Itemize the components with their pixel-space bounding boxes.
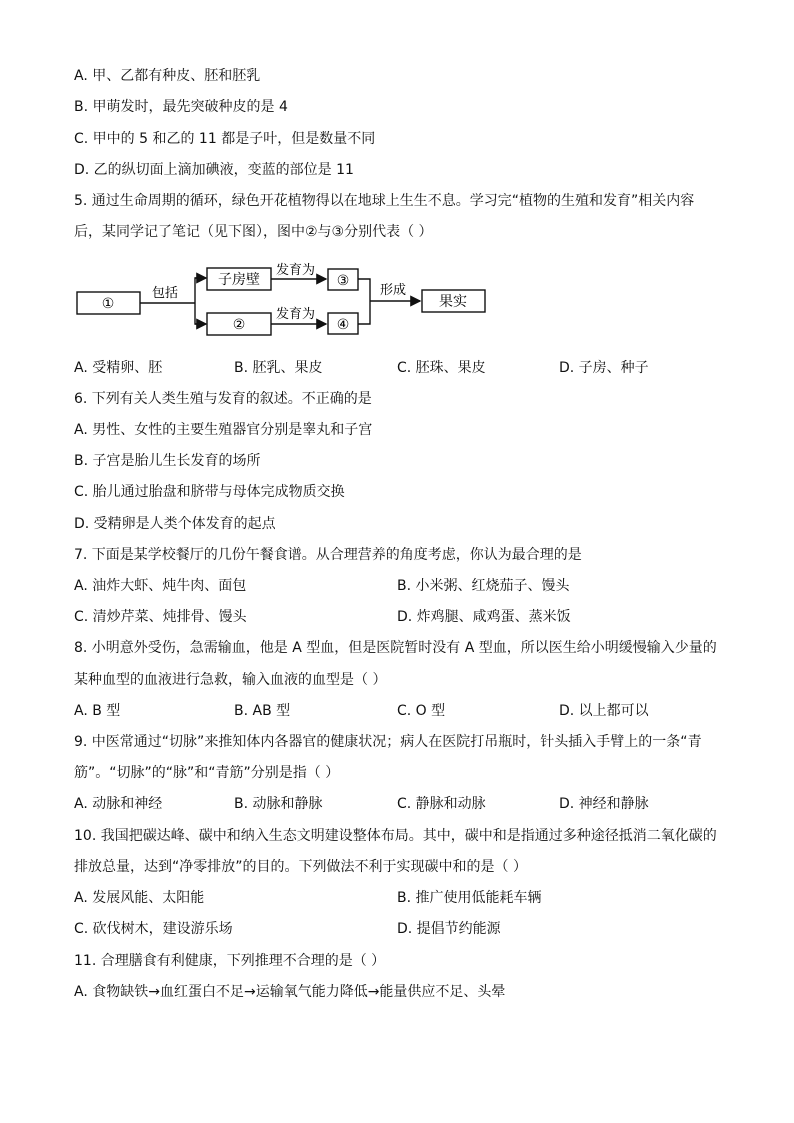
q8-option-c: C. O 型 — [397, 703, 446, 719]
q4-option-d: D. 乙的纵切面上滴加碘液，变蓝的部位是 11 — [74, 162, 354, 178]
q11-stem: 11. 合理膳食有利健康，下列推理不合理的是（ ） — [74, 953, 386, 969]
diagram-box-3-label: ③ — [336, 273, 350, 289]
q10-stem-line1: 10. 我国把碳达峰、碳中和纳入生态文明建设整体布局。其中，碳中和是指通过多种途径抵消二氧化碳的 — [74, 828, 717, 844]
q8-option-b: B. AB 型 — [234, 703, 291, 719]
q8-option-a: A. B 型 — [74, 703, 121, 719]
diagram-box-1-label: ① — [101, 296, 115, 312]
diagram-develop-label-2: 发育为 — [276, 307, 316, 322]
q5-option-c: C. 胚珠、果皮 — [397, 360, 486, 376]
q4-option-c: C. 甲中的 5 和乙的 11 都是子叶，但是数量不同 — [74, 131, 376, 147]
diagram-fruit-label: 果实 — [439, 294, 467, 310]
q10-option-a: A. 发展风能、太阳能 — [74, 890, 205, 906]
q8-stem-line1: 8. 小明意外受伤，急需输血，他是 A 型血，但是医院暂时没有 A 型血，所以医生给小明缓慢输入少量的 — [74, 640, 717, 656]
q5-stem-line2: 后，某同学记了笔记（见下图），图中②与③分别代表（ ） — [74, 224, 433, 240]
q4-option-a: A. 甲、乙都有种皮、胚和胚乳 — [74, 68, 261, 84]
q5-stem-line1: 5. 通过生命周期的循环，绿色开花植物得以在地球上生生不息。学习完“植物的生殖和发育”相关内容 — [74, 193, 695, 209]
q9-option-d: D. 神经和静脉 — [559, 796, 649, 812]
diagram-form-label: 形成 — [380, 283, 407, 298]
diagram-develop-label-1: 发育为 — [276, 263, 316, 278]
q7-stem: 7. 下面是某学校餐厅的几份午餐食谱。从合理营养的角度考虑，你认为最合理的是 — [74, 547, 582, 563]
q7-option-a: A. 油炸大虾、炖牛肉、面包 — [74, 578, 247, 594]
q9-option-a: A. 动脉和神经 — [74, 796, 163, 812]
q9-stem-line2: 筋”。“切脉”的“脉”和“青筋”分别是指（ ） — [74, 765, 340, 781]
q6-option-b: B. 子宫是胎儿生长发育的场所 — [74, 453, 261, 469]
q5-option-d: D. 子房、种子 — [559, 360, 649, 376]
q10-option-d: D. 提倡节约能源 — [397, 921, 501, 937]
q8-stem-line2: 某种血型的血液进行急救，输入血液的血型是（ ） — [74, 672, 387, 688]
diagram-include-label: 包括 — [152, 286, 179, 301]
q10-option-c: C. 砍伐树木，建设游乐场 — [74, 921, 233, 937]
q6-option-c: C. 胎儿通过胎盘和脐带与母体完成物质交换 — [74, 484, 345, 500]
diagram-box-2-label: ② — [232, 317, 246, 333]
q5-flow-diagram — [70, 258, 500, 343]
q6-option-a: A. 男性、女性的主要生殖器官分别是睾丸和子宫 — [74, 422, 373, 438]
diagram-box-4-label: ④ — [336, 317, 350, 333]
q7-option-d: D. 炸鸡腿、咸鸡蛋、蒸米饭 — [397, 609, 571, 625]
q7-option-c: C. 清炒芹菜、炖排骨、馒头 — [74, 609, 247, 625]
q5-option-b: B. 胚乳、果皮 — [234, 360, 323, 376]
q6-stem: 6. 下列有关人类生殖与发育的叙述。不正确的是 — [74, 391, 372, 407]
q7-option-b: B. 小米粥、红烧茄子、馒头 — [397, 578, 570, 594]
q4-option-b: B. 甲萌发时，最先突破种皮的是 4 — [74, 99, 288, 115]
q10-stem-line2: 排放总量，达到“净零排放”的目的。下列做法不利于实现碳中和的是（ ） — [74, 859, 527, 875]
q5-option-a: A. 受精卵、胚 — [74, 360, 163, 376]
q9-option-c: C. 静脉和动脉 — [397, 796, 486, 812]
q9-stem-line1: 9. 中医常通过“切脉”来推知体内各器官的健康状况；病人在医院打吊瓶时，针头插入手臂上的一条“青 — [74, 734, 702, 750]
q6-option-d: D. 受精卵是人类个体发育的起点 — [74, 516, 276, 532]
diagram-ovary-wall-label: 子房壁 — [218, 272, 260, 288]
q11-option-a: A. 食物缺铁→血红蛋白不足→运输氧气能力降低→能量供应不足、头晕 — [74, 984, 506, 1000]
q9-option-b: B. 动脉和静脉 — [234, 796, 323, 812]
q8-option-d: D. 以上都可以 — [559, 703, 649, 719]
q10-option-b: B. 推广使用低能耗车辆 — [397, 890, 542, 906]
